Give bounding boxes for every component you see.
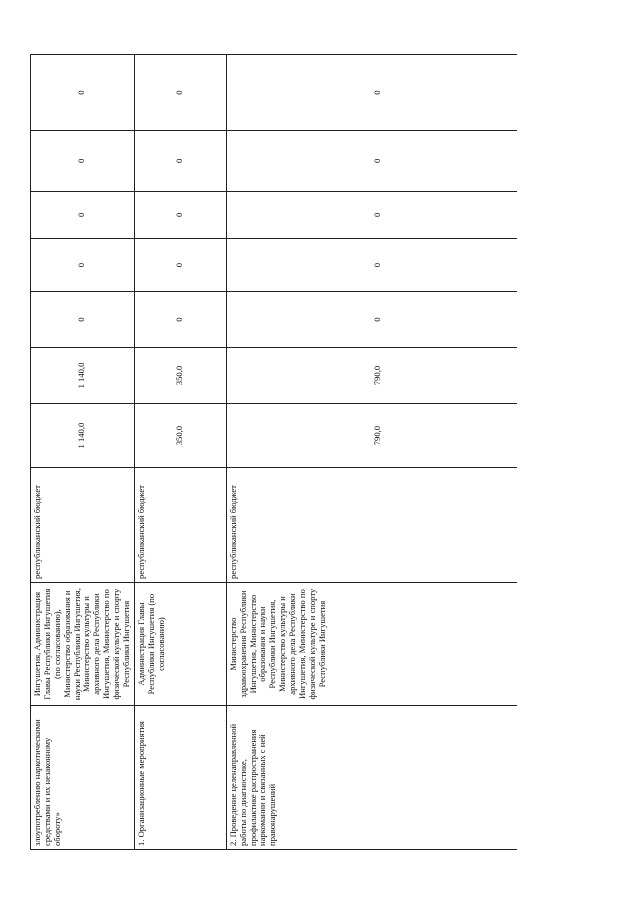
- value-cell: 0: [134, 131, 226, 192]
- rotated-page: [30, 54, 517, 850]
- value-cell: 1 140,0: [31, 347, 135, 403]
- value-cell: 350,0: [134, 347, 226, 403]
- value-cell: 0: [31, 55, 135, 131]
- table-row: [134, 55, 226, 850]
- value-cell: 0: [31, 238, 135, 291]
- rotated-content: [30, 54, 517, 850]
- executor-cell: Администрация Главы Республики Ингушетия (по согласованию): [134, 582, 226, 705]
- executor-cell: Ингушетия, Администрация Главы Республики Ингушетия (по согласованию), Министерство образования и науки Республики Ингушетия, Министерство культуры и архивного дела Республики Ингушетия, Министерство по физической культуре и спорту Республики Ингушетия: [31, 582, 135, 705]
- event-cell: 2. Проведение целенаправленной работы по диагностике, профилактике распространения наркомании и связанных с ней правонарушений: [226, 706, 517, 850]
- event-cell: злоупотреблению наркотическими средствами и их незаконному обороту»: [31, 706, 135, 850]
- table-row: [31, 55, 135, 850]
- source-cell: республиканский бюджет: [226, 467, 517, 582]
- value-cell: 0: [226, 292, 517, 347]
- budget-table: [30, 54, 517, 850]
- value-cell: 0: [31, 191, 135, 238]
- source-cell: республиканский бюджет: [31, 467, 135, 582]
- value-cell: 1 140,0: [31, 404, 135, 468]
- table-row: [226, 55, 517, 850]
- value-cell: 0: [134, 238, 226, 291]
- value-cell: 0: [226, 238, 517, 291]
- executor-cell: Министерство здравоохранения Республики Ингушетия, Министерство образования и науки Республики Ингушетия, Министерство культуры и архивного дела Республики Ингушетия, Министерство по физической культуре и спорту Республики Ингушетия: [226, 582, 517, 705]
- value-cell: 0: [226, 55, 517, 131]
- event-cell: 1. Организационные мероприятия: [134, 706, 226, 850]
- value-cell: 0: [226, 131, 517, 192]
- value-cell: 0: [134, 55, 226, 131]
- value-cell: 0: [134, 292, 226, 347]
- value-cell: 790,0: [226, 347, 517, 403]
- value-cell: 0: [226, 191, 517, 238]
- value-cell: 790,0: [226, 404, 517, 468]
- value-cell: 350,0: [134, 404, 226, 468]
- value-cell: 0: [134, 191, 226, 238]
- value-cell: 0: [31, 292, 135, 347]
- source-cell: республиканский бюджет: [134, 467, 226, 582]
- value-cell: 0: [31, 131, 135, 192]
